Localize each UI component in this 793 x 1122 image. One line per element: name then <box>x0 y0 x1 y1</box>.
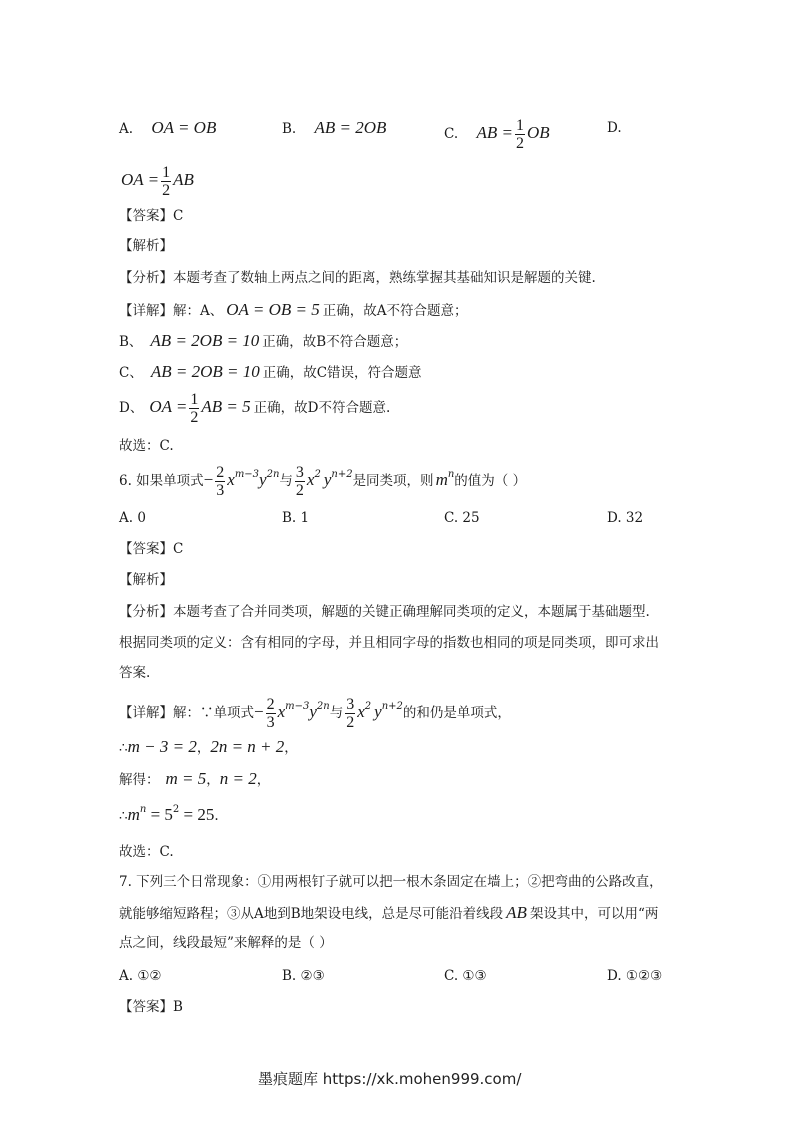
q5-option-d-rhs: AB <box>173 170 194 189</box>
footer-watermark: 墨痕题库 https://xk.mohen999.com/ <box>258 1070 522 1088</box>
q5-detail-line-2 <box>119 331 407 352</box>
fraction-denominator: 2 <box>190 409 199 426</box>
q6-stem-pre: 6. 如果单项式 <box>119 473 204 489</box>
q6-detail-line <box>119 693 511 732</box>
q7-stem-l2-pre: 就能够缩短路程；③从A地到B地架设电线，总是尽可能沿着线段 <box>119 906 504 922</box>
q6-detail-mono1-y-exponent: 2n <box>316 701 330 712</box>
q5-detail-l4-pre: D、 <box>119 400 144 416</box>
q5-detail-l4-fraction <box>189 391 199 426</box>
q6-mono2-y-exponent: n+2 <box>331 469 353 480</box>
fraction-numerator: 1 <box>190 391 199 408</box>
q5-option-c <box>444 114 550 153</box>
q5-fenxi: 【分析】本题考查了数轴上两点之间的距离，熟练掌握其基础知识是解题的关键. <box>119 270 596 286</box>
q5-option-d-lhs: OA = <box>121 170 160 189</box>
q5-option-c-label: C. <box>444 126 459 142</box>
q5-detail-l3-pre: C、 <box>119 365 143 381</box>
q6-detail-pre: 【详解】解：∵单项式 <box>119 705 254 721</box>
q5-detail-l1-post: 正确，故A不符合题意； <box>322 303 468 319</box>
fraction-denominator: 2 <box>162 182 171 199</box>
q6-analysis-title: 【解析】 <box>119 572 173 588</box>
q6-step3-mid: = 5 <box>146 805 173 824</box>
q5-option-c-lhs: AB = <box>476 123 513 142</box>
q6-step-1 <box>119 737 298 758</box>
q6-detail-mono1-x: x <box>277 702 286 721</box>
q5-option-b-label: B. <box>282 121 297 137</box>
q5-analysis-title: 【解析】 <box>119 238 173 254</box>
q6-mono1-x: x <box>227 470 235 489</box>
q5-detail-l3-post: 正确，故C错误，符合题意 <box>262 365 422 381</box>
fraction-denominator: 2 <box>515 135 524 152</box>
q6-step2-sep: ， <box>206 772 220 788</box>
q6-answer: 【答案】C <box>119 541 184 557</box>
therefore-symbol: ∴ <box>119 808 128 824</box>
q6-mono2-coef <box>295 464 305 499</box>
q6-step3-m-exponent: n <box>139 804 147 815</box>
q6-fenxi-line-2: 根据同类项的定义：含有相同的字母，并且相同字母的指数也相同的项是同类项，即可求出 <box>119 635 659 651</box>
q6-step3-m: m <box>127 805 140 824</box>
q7-stem-line-1: 7. 下列三个日常现象：①用两根钉子就可以把一根木条固定在墙上；②把弯曲的公路改直， <box>119 874 663 890</box>
q6-detail-mono1-coef <box>266 696 276 731</box>
q6-detail-mono2-x: x <box>357 702 365 721</box>
q6-step-2 <box>119 769 270 790</box>
q5-option-c-fraction <box>515 117 525 152</box>
q5-detail-l2-pre: B、 <box>119 334 143 350</box>
fraction-numerator: 3 <box>346 696 355 713</box>
fraction-denominator: 3 <box>266 714 275 731</box>
q5-detail-l1-expr: OA = OB = 5 <box>226 300 320 319</box>
q6-conj: 与 <box>279 473 293 489</box>
q6-step2-expr1: m = 5 <box>165 769 207 788</box>
q7-stem-l2-ab: AB <box>506 903 527 922</box>
q6-mono1-sign: − <box>203 470 214 489</box>
q6-fenxi-line-3: 答案. <box>119 665 151 681</box>
q6-detail-post: 的和仍是单项式， <box>402 705 511 721</box>
fraction-numerator: 1 <box>515 117 524 134</box>
q5-detail-l4-lhs: OA = <box>149 397 188 416</box>
q5-option-d-fraction <box>161 164 171 199</box>
q6-step1-expr1: m − 3 = 2 <box>127 737 197 756</box>
q6-step2-expr2: n = 2 <box>219 769 257 788</box>
q6-stem <box>119 461 526 500</box>
q6-stem-mid: 是同类项，则 <box>352 473 434 489</box>
q6-step1-expr2: 2n = n + 2 <box>210 737 285 756</box>
q6-step2-pre: 解得： <box>119 772 160 788</box>
q7-stem-line-3: 点之间，线段最短”来解释的是（ ） <box>119 935 333 951</box>
q6-step1-sep: ， <box>196 740 211 756</box>
q6-detail-mono2-coef <box>345 696 355 731</box>
q6-step3-rest: = 25 <box>179 805 215 824</box>
q6-detail-mono2-y: y <box>374 702 382 721</box>
q6-stem-post: 的值为（ ） <box>454 473 527 489</box>
q7-option-d: D. ①②③ <box>607 968 663 984</box>
q6-detail-mono1-y: y <box>309 702 317 721</box>
q6-stem-m-exponent: n <box>447 469 455 480</box>
q5-option-c-rhs: OB <box>526 123 550 142</box>
q5-option-a-label: A. <box>119 121 134 137</box>
fraction-numerator: 2 <box>216 464 225 481</box>
fraction-denominator: 2 <box>295 482 304 499</box>
q6-mono2-x: x <box>306 470 315 489</box>
q6-mono2-x-exponent: 2 <box>314 469 321 480</box>
q6-option-b: B. 1 <box>282 510 310 526</box>
q7-option-a: A. ①② <box>119 968 162 984</box>
therefore-symbol: ∴ <box>119 740 128 756</box>
q5-option-b <box>282 118 386 139</box>
q6-detail-conj: 与 <box>329 705 344 721</box>
q6-step1-end: ， <box>284 740 298 756</box>
q6-mono1-y: y <box>259 470 267 489</box>
fraction-denominator: 3 <box>216 482 225 499</box>
q6-detail-mono2-y-exponent: n+2 <box>381 701 403 712</box>
fraction-denominator: 2 <box>346 714 355 731</box>
q5-detail-line-1 <box>119 300 467 321</box>
q6-step3-exponent: 2 <box>172 804 180 815</box>
q5-option-b-expr: AB = 2OB <box>314 118 387 137</box>
q6-mono1-y-exponent: 2n <box>266 469 280 480</box>
q6-conclusion: 故选：C. <box>119 844 174 860</box>
fraction-numerator: 3 <box>295 464 304 481</box>
q5-conclusion: 故选：C. <box>119 438 174 454</box>
q5-option-d-label: D. <box>607 120 622 136</box>
q6-option-a: A. 0 <box>119 510 146 526</box>
q6-mono1-coef <box>215 464 225 499</box>
q6-step3-end: . <box>214 808 219 824</box>
q7-option-b: B. ②③ <box>282 968 325 984</box>
q7-answer: 【答案】B <box>119 999 183 1015</box>
q5-option-a-expr: OA = OB <box>151 118 217 137</box>
q6-fenxi-line-1: 【分析】本题考查了合并同类项，解题的关键正确理解同类项的定义，本题属于基础题型. <box>119 604 650 620</box>
q5-detail-l4-post: 正确，故D不符合题意. <box>253 400 391 416</box>
q6-detail-mono1-sign: − <box>254 702 264 721</box>
q6-step-3 <box>119 805 219 826</box>
q6-step2-end: ， <box>256 772 271 788</box>
q7-option-c: C. ①③ <box>444 968 487 984</box>
q5-detail-l2-post: 正确，故B不符合题意； <box>262 334 408 350</box>
q5-option-a <box>119 118 216 139</box>
q6-detail-mono2-x-exponent: 2 <box>364 701 372 712</box>
q5-detail-line-4 <box>119 388 390 427</box>
q5-detail-l2-expr: AB = 2OB = 10 <box>150 331 260 350</box>
q6-detail-mono1-x-exponent: m−3 <box>285 701 310 712</box>
q5-detail-l4-rhs: AB = 5 <box>201 397 251 416</box>
q6-mono2-y: y <box>323 470 332 489</box>
fraction-numerator: 1 <box>162 164 171 181</box>
q6-stem-m: m <box>435 470 448 489</box>
q6-option-c: C. 25 <box>444 510 480 526</box>
q5-answer: 【答案】C <box>119 208 184 224</box>
q5-detail-l3-expr: AB = 2OB = 10 <box>150 362 260 381</box>
q5-detail-l1-pre: 【详解】解：A、 <box>119 303 224 319</box>
q5-detail-line-3 <box>119 362 422 383</box>
q6-mono1-x-exponent: m−3 <box>234 469 260 480</box>
fraction-numerator: 2 <box>266 696 275 713</box>
q6-option-d: D. 32 <box>607 510 644 526</box>
q7-stem-line-2 <box>119 903 658 924</box>
q5-option-d-expr <box>121 161 194 200</box>
q7-stem-l2-post: 架设其中，可以用“两 <box>529 906 659 922</box>
